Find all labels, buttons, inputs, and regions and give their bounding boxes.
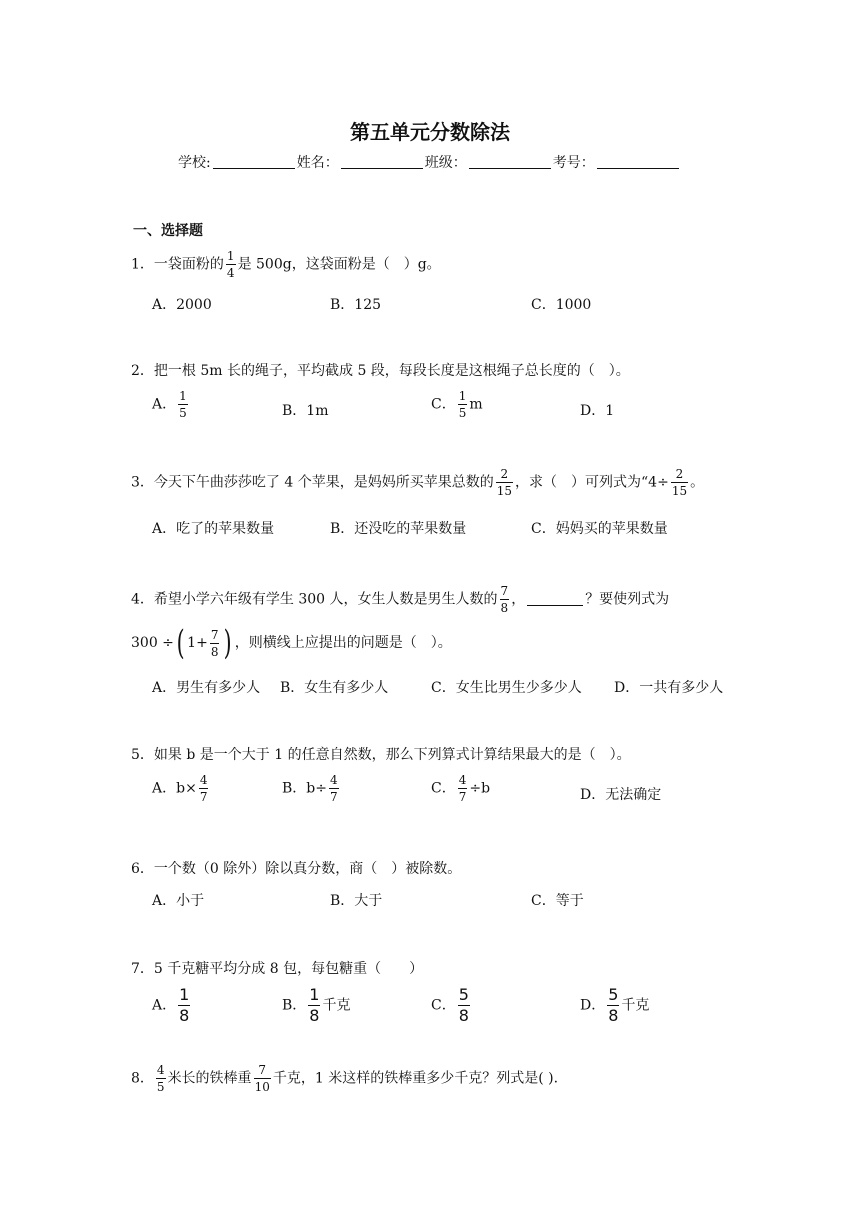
q3-option-c[interactable]: C．妈妈买的苹果数量 xyxy=(531,521,668,537)
q6-option-a[interactable]: A．小于 xyxy=(152,893,205,909)
question-text: 把一根 5m 长的绳子，平均截成 5 段，每段长度是这根绳子总长度的（ ）。 xyxy=(153,363,630,379)
fraction: $\frac{4}{5}$ xyxy=(156,1063,165,1094)
q4-option-d[interactable]: D．一共有多少人 xyxy=(614,680,724,696)
question-text: ？要使列式为 xyxy=(585,591,670,608)
question-text: 一袋面粉的 xyxy=(153,256,224,273)
q4-option-a[interactable]: A．男生有多少人 xyxy=(152,680,261,696)
question-7 xyxy=(131,958,423,978)
q4-option-b[interactable]: B．女生有多少人 xyxy=(280,680,389,696)
q1-option-a[interactable]: A．2000 xyxy=(152,297,212,313)
q1-option-c[interactable]: C．1000 xyxy=(531,297,592,313)
question-6 xyxy=(131,858,461,878)
question-number: 1． xyxy=(131,256,154,273)
q7-option-c[interactable]: C． $\frac{5}{8}$ xyxy=(431,985,469,1025)
question-number: 3． xyxy=(131,474,154,491)
fraction: $\frac{7}{8}$ xyxy=(210,627,219,659)
q4-option-c[interactable]: C．女生比男生少多少人 xyxy=(431,680,582,696)
q6-option-c[interactable]: C．等于 xyxy=(531,893,584,909)
question-text: 一个数（0 除外）除以真分数，商（ ）被除数。 xyxy=(153,861,462,877)
q1-option-b[interactable]: B．125 xyxy=(330,297,382,313)
name-blank[interactable] xyxy=(341,154,423,169)
q7-option-d[interactable]: D． $\frac{5}{8}$ 千克 xyxy=(580,985,650,1025)
q5-option-d[interactable]: D．无法确定 xyxy=(580,787,662,803)
fraction: $\frac{7}{10}$ xyxy=(254,1063,270,1094)
question-text: 今天下午曲莎莎吃了 4 个苹果，是妈妈所买苹果总数的 xyxy=(153,474,494,491)
name-label: 姓名： xyxy=(296,155,339,171)
class-label: 班级： xyxy=(424,155,467,171)
question-5 xyxy=(131,744,631,764)
left-paren: ( xyxy=(176,623,185,663)
question-text: 5 千克糖平均分成 8 包，每包糖重（ ） xyxy=(153,961,424,977)
question-1 xyxy=(131,250,441,279)
q5-option-b[interactable]: B．b÷ $\frac{4}{7}$ xyxy=(282,773,338,804)
fraction: $\frac{1}{4}$ xyxy=(226,249,235,280)
question-3: 3．今天下午曲莎莎吃了 4 个苹果，是妈妈所买苹果总数的 $\frac{2}{15}$ ，求（ ）可列式为“4÷ $\frac{2}{15}$ 。 xyxy=(131,467,705,498)
answer-blank[interactable] xyxy=(527,591,583,606)
fraction: $\frac{1}{8}$ xyxy=(179,985,190,1025)
question-text: 希望小学六年级有学生 300 人，女生人数是男生人数的 xyxy=(153,591,498,608)
question-number: 5． xyxy=(131,747,154,763)
question-text: 千克，1 米这样的铁棒重多少千克？列式是( ). xyxy=(272,1070,559,1087)
school-label: 学校: xyxy=(178,155,211,171)
class-blank[interactable] xyxy=(469,154,551,169)
q6-option-b[interactable]: B．大于 xyxy=(330,893,383,909)
q2-option-c[interactable]: C． $\frac{1}{5}$ m xyxy=(431,389,483,420)
question-text: ，求（ ）可列式为“4÷ xyxy=(515,474,669,491)
fraction: $\frac{5}{8}$ xyxy=(608,985,619,1025)
fraction: $\frac{4}{7}$ xyxy=(199,773,208,804)
section-heading: 一、选择题 xyxy=(133,223,203,239)
q7-option-b[interactable]: B． $\frac{1}{8}$ 千克 xyxy=(282,985,351,1025)
student-info-line xyxy=(178,152,681,172)
question-4: 4．希望小学六年级有学生 300 人，女生人数是男生人数的 $\frac{7}{8}$ ， ？要使列式为 xyxy=(131,584,670,615)
q7-option-a[interactable]: A． $\frac{1}{8}$ xyxy=(152,985,190,1025)
question-text: 如果 b 是一个大于 1 的任意自然数，那么下列算式计算结果最大的是（ ）。 xyxy=(153,747,631,763)
q2-option-b[interactable]: B．1m xyxy=(282,403,329,419)
fraction: $\frac{1}{8}$ xyxy=(309,985,320,1025)
question-number: 4． xyxy=(131,591,154,608)
exam-no-label: 考号： xyxy=(552,155,595,171)
question-text: 是 500g，这袋面粉是（ ）g。 xyxy=(237,256,441,273)
right-paren: ) xyxy=(224,623,233,663)
fraction: $\frac{4}{7}$ xyxy=(329,773,338,804)
question-text: 米长的铁棒重 xyxy=(167,1070,252,1087)
exam-no-blank[interactable] xyxy=(597,154,679,169)
fraction: $\frac{1}{5}$ xyxy=(179,389,187,420)
fraction: $\frac{1}{5}$ xyxy=(458,389,467,420)
q3-option-b[interactable]: B．还没吃的苹果数量 xyxy=(330,521,467,537)
q5-option-a[interactable]: A．b× $\frac{4}{7}$ xyxy=(152,773,208,804)
question-number: 8． xyxy=(131,1070,154,1087)
q2-option-d[interactable]: D．1 xyxy=(580,403,615,419)
school-blank[interactable] xyxy=(213,154,295,169)
fraction: $\frac{7}{8}$ xyxy=(500,584,509,615)
q5-option-c[interactable]: C． $\frac{4}{7}$ ÷b xyxy=(431,773,491,804)
fraction: $\frac{2}{15}$ xyxy=(671,467,688,498)
question-2 xyxy=(131,360,630,380)
question-number: 2． xyxy=(131,363,154,379)
fraction: $\frac{5}{8}$ xyxy=(458,985,469,1025)
fraction: $\frac{4}{7}$ xyxy=(458,773,467,804)
q2-option-a[interactable]: A． $\frac{1}{5}$ xyxy=(152,389,187,420)
question-number: 7． xyxy=(131,961,154,977)
question-8 xyxy=(131,1064,558,1093)
q3-option-a[interactable]: A．吃了的苹果数量 xyxy=(152,521,275,537)
question-number: 6． xyxy=(131,861,154,877)
q4-expression: 300 ÷( 1+ $\frac{7}{8}$ ) ，则横线上应提出的问题是（ ）。 xyxy=(131,623,452,663)
fraction: $\frac{2}{15}$ xyxy=(496,467,513,498)
page-title: 第五单元分数除法 xyxy=(350,120,510,144)
